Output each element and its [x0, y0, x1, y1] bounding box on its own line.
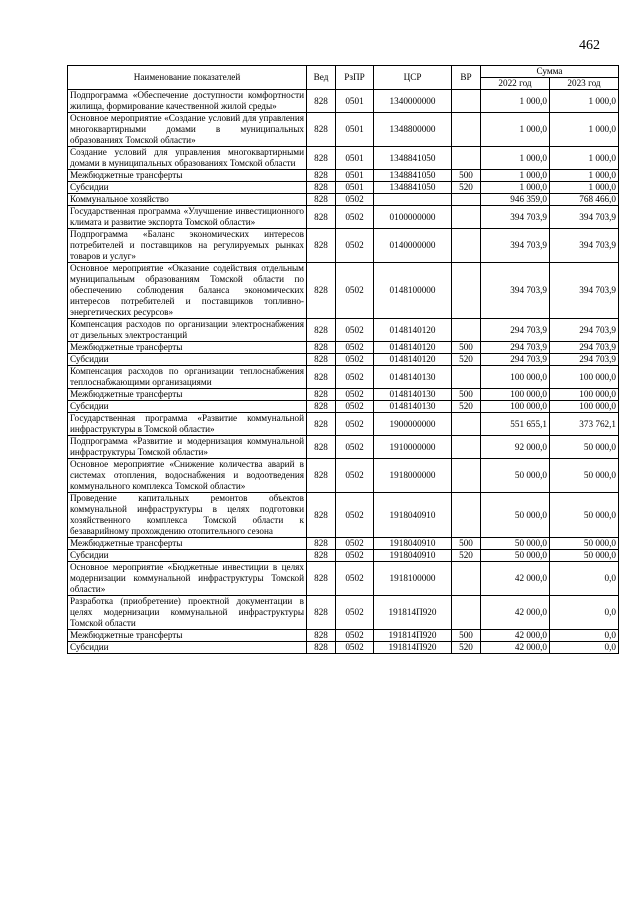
row-name: Разработка (приобретение) проектной документации в целях модернизации коммунальной инфраструктуры Томской области — [68, 596, 307, 630]
row-name: Межбюджетные трансферты — [68, 342, 307, 354]
row-name: Основное мероприятие «Снижение количества аварий в системах отопления, водоснабжения и водоотведения коммунального комплекса Томской области» — [68, 459, 307, 493]
row-vr: 520 — [452, 550, 481, 562]
row-name: Основное мероприятие «Создание условий для управления многоквартирными домами в муниципальных образованиях Томской области» — [68, 113, 307, 147]
row-sum-2022: 294 703,9 — [481, 354, 550, 366]
row-sum-2022: 394 703,9 — [481, 263, 550, 319]
row-csr: 1918040910 — [374, 538, 452, 550]
row-ved: 828 — [307, 642, 336, 654]
row-sum-2022: 42 000,0 — [481, 562, 550, 596]
row-name: Межбюджетные трансферты — [68, 170, 307, 182]
header-sum: Сумма — [481, 66, 619, 78]
row-ved: 828 — [307, 550, 336, 562]
row-ved: 828 — [307, 562, 336, 596]
row-csr: 0148140120 — [374, 354, 452, 366]
row-vr: 500 — [452, 389, 481, 401]
row-rzpr: 0501 — [336, 147, 374, 170]
table-row — [68, 562, 619, 596]
row-sum-2022: 42 000,0 — [481, 630, 550, 642]
row-sum-2023: 294 703,9 — [550, 354, 619, 366]
row-ved: 828 — [307, 630, 336, 642]
row-vr: 500 — [452, 342, 481, 354]
row-csr: 0148100000 — [374, 263, 452, 319]
table-row — [68, 459, 619, 493]
row-vr: 520 — [452, 354, 481, 366]
row-vr — [452, 263, 481, 319]
table-row — [68, 630, 619, 642]
row-ved: 828 — [307, 401, 336, 413]
row-ved: 828 — [307, 366, 336, 389]
row-rzpr: 0502 — [336, 550, 374, 562]
row-name: Проведение капитальных ремонтов объектов коммунальной инфраструктуры в целях подготовки хозяйственного комплекса Томской области к безаварийному прохождению отопительного сезона — [68, 493, 307, 538]
table-row — [68, 147, 619, 170]
row-sum-2023: 1 000,0 — [550, 147, 619, 170]
row-csr: 1348841050 — [374, 147, 452, 170]
row-rzpr: 0501 — [336, 170, 374, 182]
row-ved: 828 — [307, 493, 336, 538]
row-sum-2022: 551 655,1 — [481, 413, 550, 436]
row-rzpr: 0502 — [336, 642, 374, 654]
row-rzpr: 0502 — [336, 401, 374, 413]
row-rzpr: 0502 — [336, 354, 374, 366]
row-sum-2023: 394 703,9 — [550, 206, 619, 229]
row-csr: 1340000000 — [374, 90, 452, 113]
row-name: Государственная программа «Развитие коммунальной инфраструктуры в Томской области» — [68, 413, 307, 436]
table-row — [68, 90, 619, 113]
row-csr: 0148140130 — [374, 389, 452, 401]
row-ved: 828 — [307, 206, 336, 229]
row-csr: 0148140120 — [374, 319, 452, 342]
header-name: Наименование показателей — [68, 66, 307, 90]
table-row — [68, 263, 619, 319]
row-sum-2022: 92 000,0 — [481, 436, 550, 459]
row-sum-2022: 1 000,0 — [481, 147, 550, 170]
row-csr: 0100000000 — [374, 206, 452, 229]
row-vr: 520 — [452, 401, 481, 413]
row-sum-2022: 394 703,9 — [481, 206, 550, 229]
row-csr: 1918040910 — [374, 493, 452, 538]
table-row — [68, 389, 619, 401]
row-csr: 0140000000 — [374, 229, 452, 263]
header-year-2023: 2023 год — [550, 78, 619, 90]
row-name: Основное мероприятие «Бюджетные инвестиции в целях модернизации коммунальной инфраструктуры Томской области» — [68, 562, 307, 596]
row-rzpr: 0502 — [336, 263, 374, 319]
row-name: Межбюджетные трансферты — [68, 538, 307, 550]
row-csr: 1348841050 — [374, 182, 452, 194]
budget-table — [67, 65, 619, 654]
table-row — [68, 194, 619, 206]
row-rzpr: 0502 — [336, 538, 374, 550]
header-vr: ВР — [452, 66, 481, 90]
row-sum-2023: 0,0 — [550, 596, 619, 630]
table-row — [68, 366, 619, 389]
row-name: Межбюджетные трансферты — [68, 630, 307, 642]
row-ved: 828 — [307, 147, 336, 170]
row-ved: 828 — [307, 342, 336, 354]
row-rzpr: 0502 — [336, 319, 374, 342]
row-rzpr: 0501 — [336, 113, 374, 147]
header-rzpr: РзПР — [336, 66, 374, 90]
row-vr — [452, 194, 481, 206]
row-sum-2022: 394 703,9 — [481, 229, 550, 263]
table-row — [68, 413, 619, 436]
row-sum-2023: 1 000,0 — [550, 90, 619, 113]
row-rzpr: 0501 — [336, 182, 374, 194]
row-sum-2023: 50 000,0 — [550, 538, 619, 550]
row-vr — [452, 436, 481, 459]
row-ved: 828 — [307, 194, 336, 206]
row-sum-2023: 50 000,0 — [550, 459, 619, 493]
row-ved: 828 — [307, 113, 336, 147]
row-csr: 1910000000 — [374, 436, 452, 459]
row-sum-2022: 42 000,0 — [481, 642, 550, 654]
row-sum-2023: 0,0 — [550, 642, 619, 654]
row-sum-2022: 1 000,0 — [481, 113, 550, 147]
table-row — [68, 170, 619, 182]
row-csr: 1918040910 — [374, 550, 452, 562]
table-row — [68, 113, 619, 147]
row-vr — [452, 459, 481, 493]
row-name: Создание условий для управления многоквартирными домами в муниципальных образованиях Томской области — [68, 147, 307, 170]
row-rzpr: 0502 — [336, 562, 374, 596]
row-sum-2023: 1 000,0 — [550, 182, 619, 194]
table-row — [68, 319, 619, 342]
row-sum-2023: 0,0 — [550, 630, 619, 642]
row-name: Субсидии — [68, 550, 307, 562]
row-sum-2022: 294 703,9 — [481, 342, 550, 354]
row-sum-2023: 394 703,9 — [550, 229, 619, 263]
row-rzpr: 0502 — [336, 436, 374, 459]
table-row — [68, 182, 619, 194]
row-vr: 500 — [452, 170, 481, 182]
row-rzpr: 0502 — [336, 630, 374, 642]
row-sum-2023: 394 703,9 — [550, 263, 619, 319]
row-vr — [452, 229, 481, 263]
row-csr: 1348800000 — [374, 113, 452, 147]
row-vr — [452, 319, 481, 342]
row-rzpr: 0502 — [336, 206, 374, 229]
row-sum-2022: 294 703,9 — [481, 319, 550, 342]
page-number: 462 — [579, 38, 600, 53]
row-name: Субсидии — [68, 642, 307, 654]
row-csr: 191814П920 — [374, 596, 452, 630]
row-name: Государственная программа «Улучшение инвестиционного климата и развитие экспорта Томской области» — [68, 206, 307, 229]
row-csr: 0148140120 — [374, 342, 452, 354]
row-sum-2023: 768 466,0 — [550, 194, 619, 206]
table-row — [68, 493, 619, 538]
row-rzpr: 0502 — [336, 459, 374, 493]
row-sum-2022: 1 000,0 — [481, 170, 550, 182]
row-ved: 828 — [307, 413, 336, 436]
row-sum-2022: 50 000,0 — [481, 538, 550, 550]
row-sum-2022: 42 000,0 — [481, 596, 550, 630]
row-rzpr: 0502 — [336, 342, 374, 354]
table-row — [68, 401, 619, 413]
row-sum-2023: 50 000,0 — [550, 436, 619, 459]
row-vr: 520 — [452, 642, 481, 654]
row-rzpr: 0502 — [336, 413, 374, 436]
table-row — [68, 229, 619, 263]
row-csr: 1348841050 — [374, 170, 452, 182]
row-vr — [452, 413, 481, 436]
row-name: Коммунальное хозяйство — [68, 194, 307, 206]
row-vr — [452, 206, 481, 229]
row-sum-2022: 50 000,0 — [481, 459, 550, 493]
row-ved: 828 — [307, 436, 336, 459]
row-sum-2022: 100 000,0 — [481, 366, 550, 389]
table-row — [68, 550, 619, 562]
row-name: Основное мероприятие «Оказание содействия отдельным муниципальным образованиям Томской области по обеспечению соблюдения баланса экономических интересов потребителей и поставщиков топливно-энергетических ресурсов» — [68, 263, 307, 319]
row-sum-2023: 373 762,1 — [550, 413, 619, 436]
row-sum-2023: 294 703,9 — [550, 319, 619, 342]
table-row — [68, 206, 619, 229]
row-sum-2022: 1 000,0 — [481, 182, 550, 194]
row-ved: 828 — [307, 319, 336, 342]
table-row — [68, 354, 619, 366]
row-sum-2023: 0,0 — [550, 562, 619, 596]
row-csr: 0148140130 — [374, 366, 452, 389]
row-sum-2023: 50 000,0 — [550, 550, 619, 562]
row-vr — [452, 596, 481, 630]
row-name: Субсидии — [68, 401, 307, 413]
row-csr — [374, 194, 452, 206]
row-name: Подпрограмма «Баланс экономических интересов потребителей и поставщиков на регулируемых рынках товаров и услуг» — [68, 229, 307, 263]
row-vr — [452, 562, 481, 596]
row-sum-2023: 50 000,0 — [550, 493, 619, 538]
table-row — [68, 436, 619, 459]
header-ved: Вед — [307, 66, 336, 90]
table-row — [68, 642, 619, 654]
row-name: Компенсация расходов по организации электроснабжения от дизельных электростанций — [68, 319, 307, 342]
row-rzpr: 0502 — [336, 229, 374, 263]
row-rzpr: 0501 — [336, 90, 374, 113]
row-ved: 828 — [307, 229, 336, 263]
row-vr: 500 — [452, 538, 481, 550]
row-vr: 520 — [452, 182, 481, 194]
row-name: Межбюджетные трансферты — [68, 389, 307, 401]
row-vr: 500 — [452, 630, 481, 642]
row-csr: 1918000000 — [374, 459, 452, 493]
row-name: Компенсация расходов по организации теплоснабжения теплоснабжающими организациями — [68, 366, 307, 389]
row-rzpr: 0502 — [336, 596, 374, 630]
row-sum-2022: 946 359,0 — [481, 194, 550, 206]
row-sum-2022: 100 000,0 — [481, 389, 550, 401]
row-sum-2022: 50 000,0 — [481, 550, 550, 562]
row-csr: 1918100000 — [374, 562, 452, 596]
row-csr: 191814П920 — [374, 642, 452, 654]
row-sum-2022: 100 000,0 — [481, 401, 550, 413]
row-sum-2023: 1 000,0 — [550, 170, 619, 182]
table-row — [68, 342, 619, 354]
row-vr — [452, 366, 481, 389]
row-rzpr: 0502 — [336, 389, 374, 401]
row-ved: 828 — [307, 170, 336, 182]
row-sum-2023: 294 703,9 — [550, 342, 619, 354]
row-ved: 828 — [307, 263, 336, 319]
row-name: Подпрограмма «Развитие и модернизация коммунальной инфраструктуры Томской области» — [68, 436, 307, 459]
row-name: Подпрограмма «Обеспечение доступности комфортности жилища, формирование качественной жилой среды» — [68, 90, 307, 113]
row-ved: 828 — [307, 538, 336, 550]
row-ved: 828 — [307, 354, 336, 366]
row-vr — [452, 113, 481, 147]
row-ved: 828 — [307, 596, 336, 630]
header-csr: ЦСР — [374, 66, 452, 90]
row-rzpr: 0502 — [336, 366, 374, 389]
row-sum-2023: 100 000,0 — [550, 389, 619, 401]
row-sum-2023: 100 000,0 — [550, 401, 619, 413]
row-vr — [452, 90, 481, 113]
row-ved: 828 — [307, 182, 336, 194]
row-sum-2023: 100 000,0 — [550, 366, 619, 389]
row-sum-2022: 1 000,0 — [481, 90, 550, 113]
row-rzpr: 0502 — [336, 493, 374, 538]
table-body — [68, 90, 619, 654]
row-name: Субсидии — [68, 354, 307, 366]
row-sum-2023: 1 000,0 — [550, 113, 619, 147]
table-row — [68, 538, 619, 550]
row-ved: 828 — [307, 389, 336, 401]
table-row — [68, 596, 619, 630]
row-ved: 828 — [307, 90, 336, 113]
row-ved: 828 — [307, 459, 336, 493]
row-rzpr: 0502 — [336, 194, 374, 206]
row-vr — [452, 147, 481, 170]
row-name: Субсидии — [68, 182, 307, 194]
row-csr: 0148140130 — [374, 401, 452, 413]
header-year-2022: 2022 год — [481, 78, 550, 90]
row-csr: 191814П920 — [374, 630, 452, 642]
row-sum-2022: 50 000,0 — [481, 493, 550, 538]
row-vr — [452, 493, 481, 538]
row-csr: 1900000000 — [374, 413, 452, 436]
